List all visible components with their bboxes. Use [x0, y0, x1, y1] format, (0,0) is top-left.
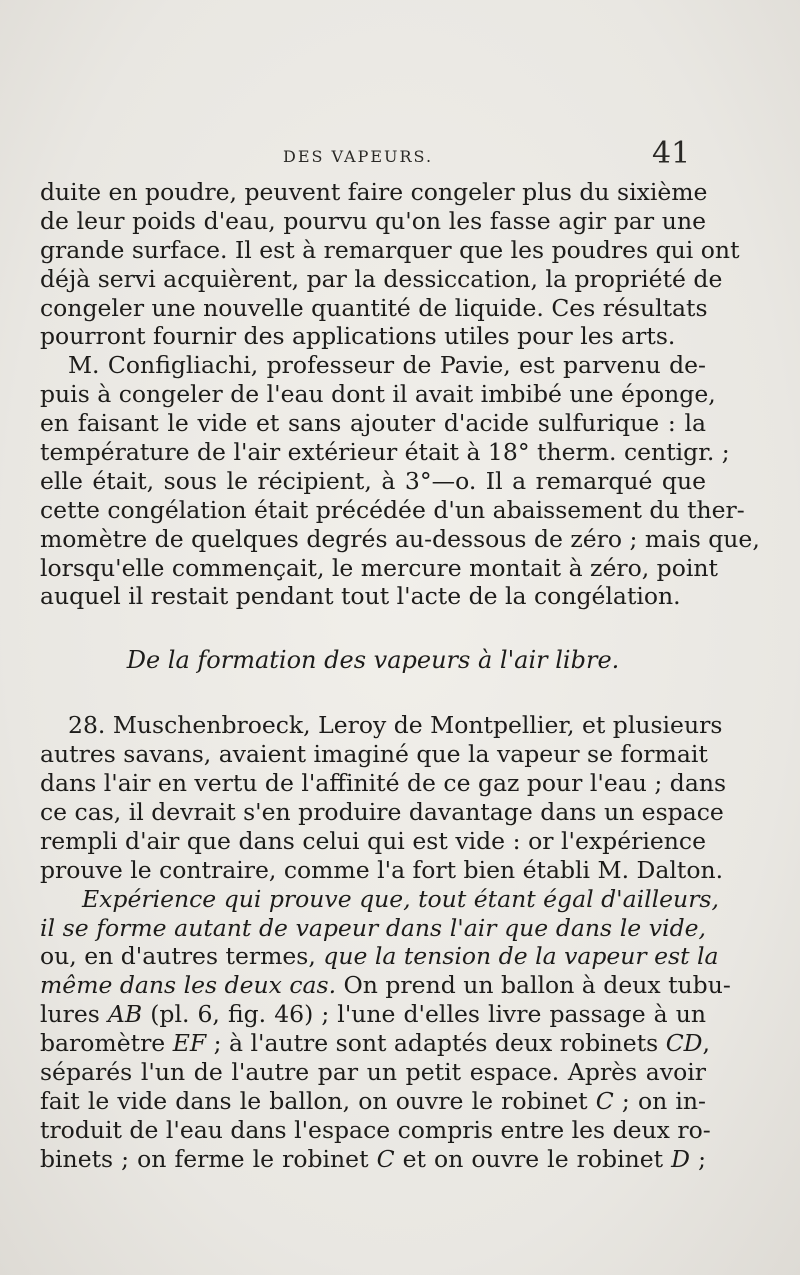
text-line: de leur poids d'eau, pourvu qu'on les fasse agir par une — [40, 206, 706, 235]
text-line: dans l'air en vertu de l'affinité de ce gaz pour l'eau ; dans — [40, 769, 727, 798]
text-line: grande surface. Il est à remarquer que les poudres qui ont — [40, 235, 740, 264]
section-heading: De la formation des vapeurs à l'air libre. — [126, 646, 620, 675]
text-line: auquel il restait pendant tout l'acte de la congélation. — [40, 582, 681, 611]
text-line: M. Configliachi, professeur de Pavie, est parvenu de- — [68, 351, 706, 380]
text-line: 28. Muschenbroeck, Leroy de Montpellier, et plusieurs — [68, 711, 723, 740]
text-span: et on ouvre le robinet — [394, 1144, 672, 1173]
text-line — [40, 971, 731, 1000]
text-span: ou, en d'autres termes, — [40, 942, 324, 971]
text-line: température de l'air extérieur était à 18° therm. centigr. ; — [40, 438, 730, 467]
text-span: ; on in- — [613, 1086, 706, 1115]
text-line: pourront fournir des applications utiles pour les arts. — [40, 322, 676, 351]
figure-label: EF — [172, 1029, 207, 1058]
text-line: déjà servi acquièrent, par la dessiccation, la propriété de — [40, 264, 723, 293]
text-span: binets ; on ferme le robinet — [40, 1144, 377, 1173]
text-line: lorsqu'elle commençait, le mercure montait à zéro, point — [40, 553, 718, 582]
text-span: lures — [40, 1000, 108, 1029]
page-number: 41 — [652, 136, 691, 171]
paragraph — [40, 711, 727, 884]
text-line — [40, 1145, 706, 1174]
text-span: ; à l'autre sont adaptés deux robinets — [206, 1029, 666, 1058]
figure-label: D — [671, 1144, 691, 1173]
text-line: rempli d'air que dans celui qui est vide : or l'expérience — [40, 826, 706, 855]
text-span: baromètre — [40, 1029, 173, 1058]
text-line: en faisant le vide et sans ajouter d'acide sulfurique : la — [40, 409, 706, 438]
text-span: (pl. 6, fig. 46) ; l'une d'elles livre passage à un — [142, 1000, 707, 1029]
text-line: congeler une nouvelle quantité de liquide. Ces résultats — [40, 293, 708, 322]
text-line: cette congélation était précédée d'un abaissement du ther- — [40, 495, 745, 524]
paragraph — [40, 178, 740, 351]
text-line: troduit de l'eau dans l'espace compris entre les deux ro- — [40, 1115, 711, 1144]
text-line: duite en poudre, peuvent faire congeler plus du sixième — [40, 178, 708, 206]
text-line — [40, 1087, 706, 1116]
text-span-italic: même dans les deux cas. — [40, 971, 337, 1000]
text-span-italic: que la tension de la vapeur est la — [323, 942, 719, 971]
text-span: ; — [690, 1144, 706, 1173]
text-span: , — [702, 1029, 710, 1058]
figure-label: C — [376, 1144, 395, 1173]
text-line: autres savans, avaient imaginé que la vapeur se formait — [40, 740, 708, 769]
paragraph — [40, 884, 731, 1174]
text-line: il se forme autant de vapeur dans l'air que dans le vide, — [40, 913, 706, 942]
text-line: ce cas, il devrait s'en produire davantage dans un espace — [40, 798, 724, 827]
text-line: séparés l'un de l'autre par un petit espace. Après avoir — [40, 1058, 706, 1087]
text-span: fait le vide dans le ballon, on ouvre le robinet — [40, 1086, 596, 1115]
running-title: DES VAPEURS. — [283, 147, 434, 166]
figure-label: CD — [665, 1029, 703, 1058]
text-line: momètre de quelques degrés au-dessous de zéro ; mais que, — [40, 524, 760, 553]
text-line — [40, 1029, 710, 1058]
figure-label: C — [595, 1086, 614, 1115]
figure-label: AB — [107, 1000, 143, 1029]
paragraph — [40, 351, 760, 611]
text-line: puis à congeler de l'eau dont il avait imbibé une éponge, — [40, 380, 716, 409]
text-line: elle était, sous le récipient, à 3°—o. Il a remarqué que — [40, 466, 706, 495]
body-text — [40, 178, 760, 1174]
text-line: prouve le contraire, comme l'a fort bien établi M. Dalton. — [40, 855, 724, 884]
text-line — [40, 1000, 706, 1029]
text-line — [40, 942, 719, 971]
text-span: On prend un ballon à deux tubu- — [336, 971, 731, 1000]
text-line: Expérience qui prouve que, tout étant égal d'ailleurs, — [82, 884, 719, 913]
